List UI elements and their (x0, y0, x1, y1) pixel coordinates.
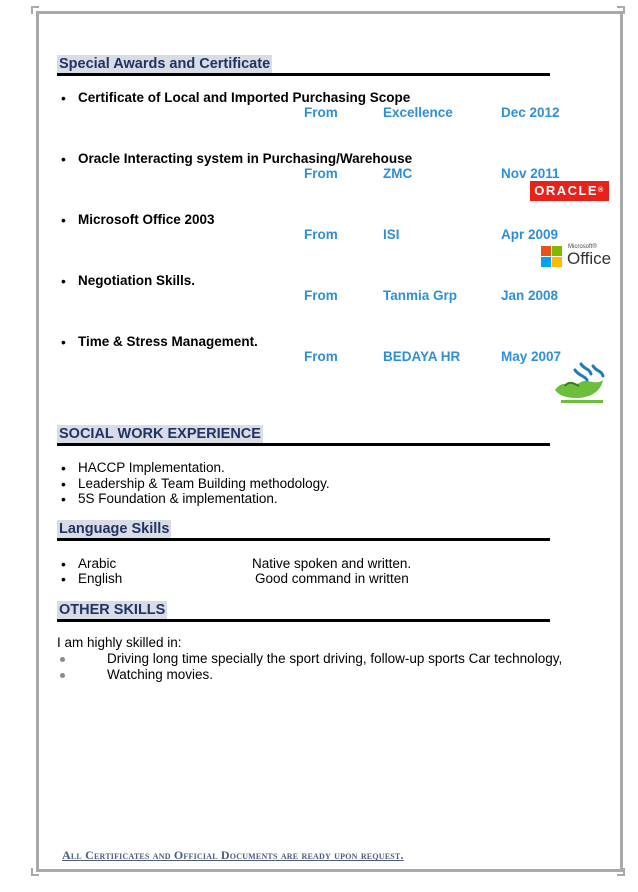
list-item: Leadership & Team Building methodology. (78, 476, 330, 491)
list-item: Watching movies. (107, 667, 214, 682)
cert-org: ZMC (383, 166, 413, 181)
cert-org: Excellence (383, 105, 453, 120)
cert-org: BEDAYA HR (383, 349, 461, 364)
oracle-registered-mark: ® (598, 187, 605, 194)
list-item: HACCP Implementation. (78, 460, 225, 475)
bullet-icon: • (61, 476, 66, 492)
bullet-icon (60, 657, 65, 662)
list-item: 5S Foundation & implementation. (78, 491, 278, 506)
section-heading-awards: Special Awards and Certificate (59, 56, 271, 72)
other-intro: I am highly skilled in: (57, 635, 182, 650)
cert-date: May 2007 (501, 349, 562, 364)
office-logo-micro: Microsoft® (568, 244, 597, 250)
corner-ornament (617, 6, 625, 14)
section-rule (57, 73, 550, 76)
cert-title: Negotiation Skills. (78, 273, 196, 288)
office-squares-icon (540, 245, 564, 269)
bullet-icon: • (61, 334, 66, 350)
page-border-right (620, 11, 623, 871)
language-level: Good command in written (255, 571, 409, 586)
cert-from: From (304, 166, 338, 181)
cert-date: Nov 2011 (501, 166, 560, 181)
list-item: Driving long time specially the sport driving, follow-up sports Car technology, (107, 651, 563, 666)
bullet-icon (60, 673, 65, 678)
language-name: Arabic (78, 556, 117, 571)
cert-org: ISI (383, 227, 400, 242)
cert-date: Dec 2012 (501, 105, 560, 120)
page-border-bottom (36, 869, 623, 872)
section-heading-social: SOCIAL WORK EXPERIENCE (59, 426, 261, 442)
cert-from: From (304, 105, 338, 120)
cert-from: From (304, 288, 338, 303)
office-logo-word: Office (567, 249, 612, 268)
cert-date: Jan 2008 (501, 288, 559, 303)
language-name: English (78, 571, 123, 586)
oracle-logo (530, 181, 609, 201)
section-heading-language: Language Skills (59, 521, 170, 537)
bullet-icon: • (61, 90, 66, 106)
cert-title: Certificate of Local and Imported Purchasing Scope (78, 90, 411, 105)
bullet-icon: • (61, 556, 66, 572)
oracle-logo-text: ORACLE (534, 183, 599, 198)
bullet-icon: • (61, 151, 66, 167)
bullet-icon: • (61, 491, 66, 507)
bedaya-logo (551, 360, 611, 408)
page-border-top (36, 11, 622, 14)
bullet-icon: • (61, 460, 66, 476)
bullet-icon: • (61, 273, 66, 289)
cert-from: From (304, 349, 338, 364)
cert-title: Microsoft Office 2003 (78, 212, 215, 227)
corner-ornament (31, 6, 39, 14)
corner-ornament (617, 868, 625, 876)
cert-org: Tanmia Grp (383, 288, 458, 303)
language-level: Native spoken and written. (252, 556, 412, 571)
corner-ornament (31, 868, 39, 876)
section-rule (57, 619, 550, 622)
cert-from: From (304, 227, 338, 242)
cert-title: Time & Stress Management. (78, 334, 258, 349)
cert-title: Oracle Interacting system in Purchasing/Warehouse (78, 151, 413, 166)
bullet-icon: • (61, 212, 66, 228)
page-border-left (36, 11, 39, 871)
section-rule (57, 443, 550, 446)
bullet-icon: • (61, 571, 66, 587)
cert-date: Apr 2009 (501, 227, 559, 242)
section-heading-other: OTHER SKILLS (59, 602, 166, 618)
footer-note: All Certificates and Official Documents are ready upon request. (62, 848, 404, 862)
section-rule (57, 538, 550, 541)
office-logo (540, 245, 614, 271)
